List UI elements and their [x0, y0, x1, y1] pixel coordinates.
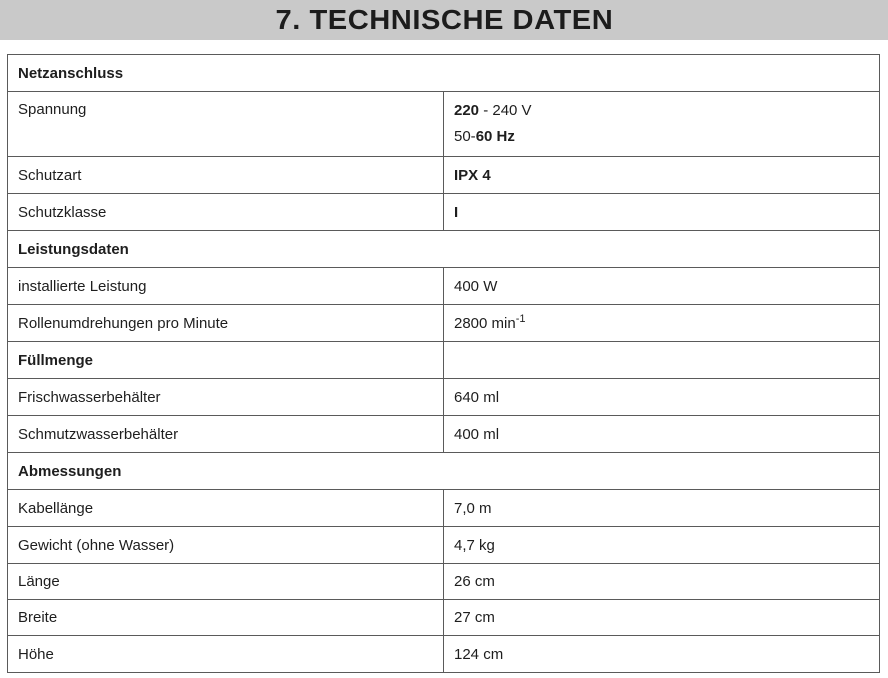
section-row-abmessungen [8, 453, 880, 490]
section-row-fuellmenge [8, 342, 880, 379]
value-schmutzwasser: 400 ml [444, 416, 880, 453]
section-heading-netzanschluss: Netzanschluss [8, 55, 880, 92]
table-row-laenge [8, 564, 880, 600]
table-row-breite [8, 600, 880, 636]
value-spannung [444, 92, 880, 157]
value-rollenumdrehungen [444, 305, 880, 342]
label-schmutzwasser: Schmutzwasserbehälter [8, 416, 444, 453]
value-freq-60: 60 Hz [475, 128, 515, 145]
value-freq-50: 50- [454, 128, 476, 145]
label-laenge: Länge [8, 564, 444, 600]
table-row-gewicht [8, 527, 880, 564]
value-rollen-exponent: -1 [515, 312, 526, 325]
table-row-leistung [8, 268, 880, 305]
table-row-schutzart [8, 157, 880, 194]
section-heading-leistungsdaten: Leistungsdaten [8, 231, 880, 268]
value-rollen-number: 2800 min [454, 314, 516, 332]
value-spannung-line2 [454, 124, 869, 150]
value-spannung-240: - 240 V [479, 102, 532, 119]
section-row-leistungsdaten [8, 231, 880, 268]
value-schutzklasse: I [444, 194, 880, 231]
value-spannung-220: 220 [454, 102, 480, 119]
section-heading-abmessungen: Abmessungen [8, 453, 880, 490]
section-title: 7. TECHNISCHE DATEN [275, 4, 613, 35]
section-heading-fuellmenge: Füllmenge [8, 342, 444, 379]
label-hoehe: Höhe [8, 636, 444, 673]
label-kabellaenge: Kabellänge [8, 490, 444, 527]
label-frischwasser: Frischwasserbehälter [8, 379, 444, 416]
label-gewicht: Gewicht (ohne Wasser) [8, 527, 444, 564]
label-spannung: Spannung [8, 92, 444, 157]
section-heading-fuellmenge-empty [444, 342, 880, 379]
table-row-frischwasser [8, 379, 880, 416]
section-row-netzanschluss [8, 55, 880, 92]
label-rollenumdrehungen: Rollenumdrehungen pro Minute [8, 305, 444, 342]
section-header-band [0, 0, 888, 40]
table-row-schmutzwasser [8, 416, 880, 453]
table-row-rollenumdrehungen [8, 305, 880, 342]
label-leistung: installierte Leistung [8, 268, 444, 305]
table-row-spannung [8, 92, 880, 157]
value-breite: 27 cm [444, 600, 880, 636]
table-row-schutzklasse [8, 194, 880, 231]
value-frischwasser: 640 ml [444, 379, 880, 416]
label-schutzklasse: Schutzklasse [8, 194, 444, 231]
value-kabellaenge: 7,0 m [444, 490, 880, 527]
label-breite: Breite [8, 600, 444, 636]
value-gewicht: 4,7 kg [444, 527, 880, 564]
value-hoehe: 124 cm [444, 636, 880, 673]
table-row-hoehe [8, 636, 880, 673]
technical-data-table [7, 54, 880, 673]
table-row-kabellaenge [8, 490, 880, 527]
value-leistung: 400 W [444, 268, 880, 305]
value-laenge: 26 cm [444, 564, 880, 600]
value-schutzart: IPX 4 [444, 157, 880, 194]
value-spannung-line1 [454, 98, 869, 124]
label-schutzart: Schutzart [8, 157, 444, 194]
